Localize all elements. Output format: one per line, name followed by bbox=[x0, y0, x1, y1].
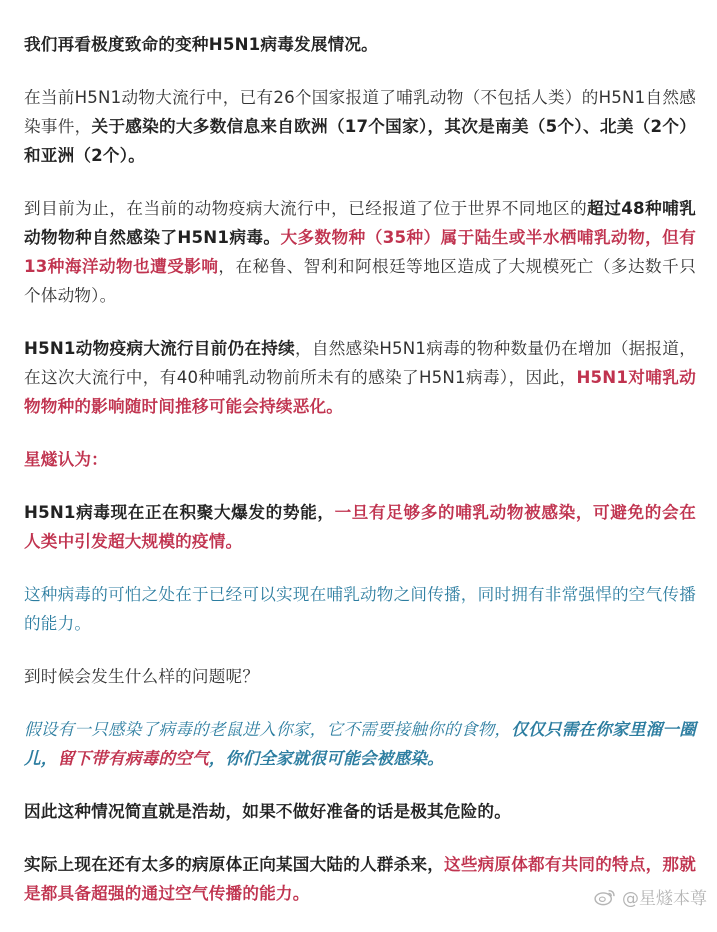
ongoing-emphasis: H5N1动物疫病大流行目前仍在持续 bbox=[24, 339, 295, 358]
paragraph-country-stats bbox=[24, 83, 696, 170]
question-text: 到时候会发生什么样的问题呢？ bbox=[24, 667, 260, 686]
paragraph-transmission bbox=[24, 580, 696, 638]
catastrophe-text: 因此这种情况简直就是浩劫，如果不做好准备的话是极其危险的。 bbox=[24, 802, 512, 821]
ongoing-highlight: H5N1对哺乳动物物种的影响随时间推移可能会持续恶化。 bbox=[24, 368, 696, 416]
transmission-text: 这种病毒的可怕之处在于已经可以实现在哺乳动物之间传播，同时拥有非常强悍的空气传播的能力。 bbox=[24, 585, 696, 633]
intro-text: 我们再看极度致命的变种H5N1病毒发展情况。 bbox=[24, 35, 378, 54]
weibo-icon bbox=[594, 888, 616, 906]
article-body bbox=[24, 30, 696, 932]
pathogens-text: 实际上现在还有太多的病原体正向某国大陆的人群杀来， bbox=[24, 855, 445, 874]
author-opinion-heading: 星燧认为： bbox=[24, 450, 108, 469]
potential-emphasis: H5N1病毒现在正在积聚大爆发的势能， bbox=[24, 503, 335, 522]
watermark bbox=[594, 884, 707, 909]
ongoing-text: ，自然感染H5N1病毒的物种数量仍在增加（据报道，在这次大流行中，有40种哺乳动物前所未有的感染了H5N1病毒），因此， bbox=[24, 339, 696, 387]
country-stats-emphasis: 关于感染的大多数信息来自欧洲（17个国家），其次是南美（5个）、北美（2个）和亚洲（2个）。 bbox=[24, 117, 696, 165]
scenario-text: 假设有一只感染了病毒的老鼠进入你家，它不需要接触你的食物， bbox=[24, 720, 512, 739]
paragraph-scenario bbox=[24, 715, 696, 773]
paragraph-potential bbox=[24, 498, 696, 556]
pathogens-highlight: 这些病原体都有共同的特点，那就是都具备超强的通过空气传播的能力。 bbox=[24, 855, 697, 903]
paragraph-species-stats bbox=[24, 194, 696, 310]
scenario-emphasis: 仅仅只需在你家里溜一圈儿， bbox=[24, 720, 696, 768]
paragraph-catastrophe bbox=[24, 797, 696, 826]
species-stats-tail: ，在秘鲁、智利和阿根廷等地区造成了大规模死亡（多达数千只个体动物）。 bbox=[24, 257, 696, 305]
species-stats-highlight: 大多数物种（35种）属于陆生或半水栖哺乳动物，但有13种海洋动物也遭受影响 bbox=[24, 228, 696, 276]
species-stats-emphasis: 超过48种哺乳动物物种自然感染了H5N1病毒。 bbox=[24, 199, 696, 247]
paragraph-question bbox=[24, 662, 696, 691]
watermark-text: @星燧本尊 bbox=[622, 889, 707, 909]
scenario-tail: ，你们全家就很可能会被感染。 bbox=[208, 749, 444, 768]
paragraph-intro bbox=[24, 30, 696, 59]
species-stats-text: 到目前为止，在当前的动物疫病大流行中，已经报道了位于世界不同地区的 bbox=[24, 199, 588, 218]
scenario-highlight: 留下带有病毒的空气 bbox=[57, 749, 209, 768]
paragraph-ongoing bbox=[24, 334, 696, 421]
paragraph-author-opinion-heading bbox=[24, 445, 696, 474]
potential-highlight: 一旦有足够多的哺乳动物被感染，可避免的会在人类中引发超大规模的疫情。 bbox=[24, 503, 696, 551]
country-stats-text: 在当前H5N1动物大流行中，已有26个国家报道了哺乳动物（不包括人类）的H5N1自然感染事件， bbox=[24, 88, 696, 136]
